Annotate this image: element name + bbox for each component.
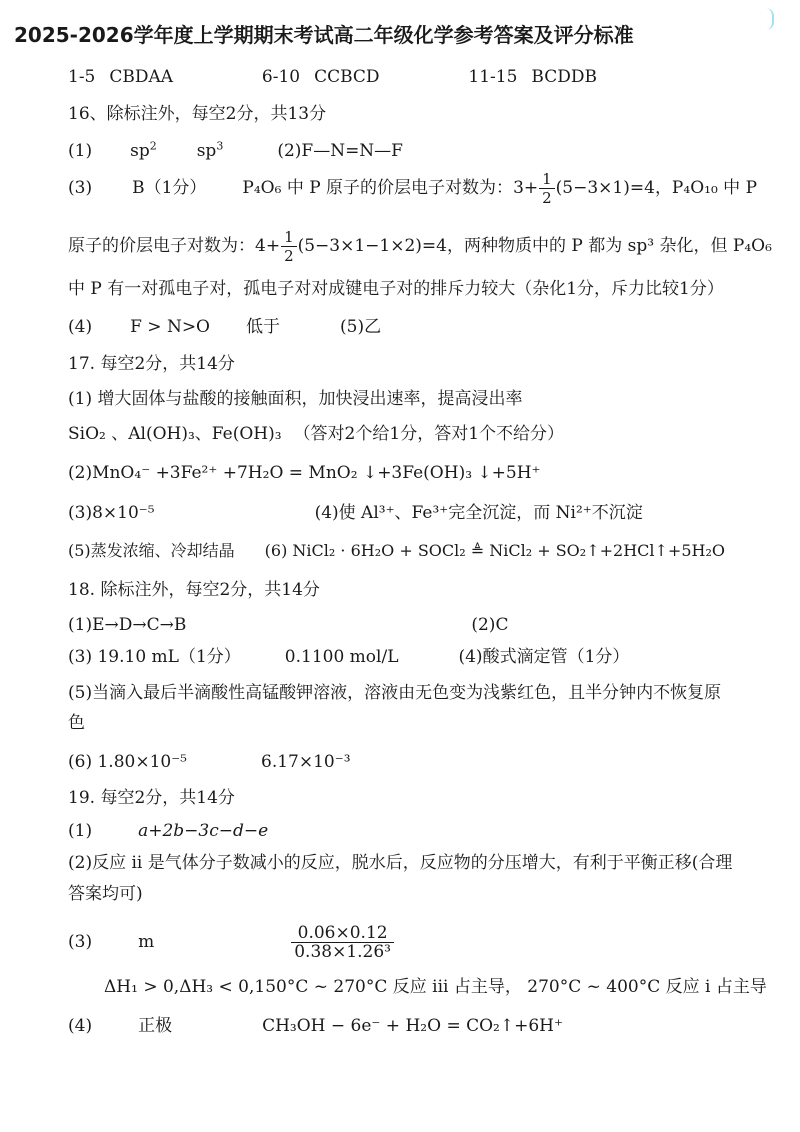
q18-header: 18. 除标注外，每空2分，共14分 <box>68 580 320 600</box>
mc-answer: BCDDB <box>531 67 597 87</box>
q16-part4: (4) F > N>O 低于 (5)乙 <box>68 317 382 337</box>
q19-header: 19. 每空2分，共14分 <box>68 788 235 808</box>
q16-part3-line3: 中 P 有一对孤电子对，孤电子对对成键电子对的排斥力较大（杂化1分，斥力比较1分） <box>68 279 724 299</box>
q17-part1b: SiO₂ 、Al(OH)₃、Fe(OH)₃ （答对2个给1分，答对1个不给分） <box>68 424 565 444</box>
q16-part2: (2)F—N=N—F <box>277 141 403 161</box>
q19-part2a: (2)反应 ii 是气体分子数减小的反应，脱水后，反应物的分压增大，有利于平衡正移(合理 <box>68 853 733 873</box>
q18-part5a: (5)当滴入最后半滴酸性高锰酸钾溶液，溶液由无色变为浅紫红色，且半分钟内不恢复原 <box>68 683 722 703</box>
q18-part1-2: (1)E→D→C→B (2)C <box>68 615 509 635</box>
page-title: 2025-2026学年度上学期期末考试高二年级化学参考答案及评分标准 <box>14 23 634 47</box>
q19-part2b: 答案均可) <box>68 884 143 904</box>
q17-part5-6: (5)蒸发浓缩、冷却结晶 (6) NiCl₂ · 6H₂O + SOCl₂ ≜ NiCl₂ + SO₂↑+2HCl↑+5H₂O <box>68 541 725 560</box>
q16-sp-a: sp <box>130 141 150 161</box>
q19-part1: (1) a+2b−3c−d−e <box>68 821 269 841</box>
mc-answer: CBDAA <box>109 67 174 87</box>
mc-range: 1-5 <box>68 67 96 87</box>
q18-part3-4: (3) 19.10 mL（1分） 0.1100 mol/L (4)酸式滴定管（1分） <box>68 647 630 667</box>
fraction: $\frac{1}{2}$ <box>281 228 297 265</box>
q19-part3-line2: ΔH₁ > 0,ΔH₃ < 0,150°C ~ 270°C 反应 iii 占主导， 270°C ~ 400°C 反应 i 占主导 <box>104 977 767 997</box>
scan-edge-mark <box>762 8 774 30</box>
mc-answer: CCBCD <box>314 67 380 87</box>
q18-part5b: 色 <box>68 713 85 733</box>
fraction: $\frac{1}{2}$ <box>539 170 555 207</box>
q16-part5: (5)乙 <box>340 317 382 337</box>
mc-range: 6-10 <box>261 67 301 87</box>
q17-part2: (2)MnO₄⁻ +3Fe²⁺ +7H₂O = MnO₂ ↓+3Fe(OH)₃ ↓+5H⁺ <box>68 463 541 483</box>
q16-part3-line2: 原子的价层电子对数为：4+ $\frac{1}{2}$ (5−3×1−1×2)=4，两种物质中的 P 都为 sp³ 杂化，但 P₄O₆ <box>68 228 772 265</box>
kp-fraction: $\frac{0.06\times 0.12}{\text{0.38×1.26³}}$ <box>291 924 394 961</box>
q18-part6: (6) 1.80×10⁻⁵ 6.17×10⁻³ <box>68 752 351 772</box>
q16-part3-line1: (3) B（1分） P₄O₆ 中 P 原子的价层电子对数为：3+ $\frac{1}{2}$ (5−3×1)=4，P₄O₁₀ 中 P <box>68 170 758 207</box>
mc-answers <box>68 66 597 88</box>
q16-part1: (1) $sp^2$ $sp^3$ (2)F—N=N—F <box>68 139 403 161</box>
q16-header: 16、除标注外，每空2分，共13分 <box>68 104 327 124</box>
q17-header: 17. 每空2分，共14分 <box>68 354 235 374</box>
q17-part1: (1) 增大固体与盐酸的接触面积，加快浸出速率，提高浸出率 <box>68 389 523 409</box>
q19-part3: (3) m $\frac{0.06\times 0.12}{\text{0.38×1.26³}}$ <box>68 924 395 961</box>
q16-sp-b: sp <box>196 141 217 161</box>
q17-part3-4: (3)8×10⁻⁵ (4)使 Al³⁺、Fe³⁺完全沉淀，而 Ni²⁺不沉淀 <box>68 503 643 523</box>
mc-range: 11-15 <box>468 67 518 87</box>
q19-part4: (4) 正极 CH₃OH − 6e⁻ + H₂O = CO₂↑+6H⁺ <box>68 1016 563 1036</box>
